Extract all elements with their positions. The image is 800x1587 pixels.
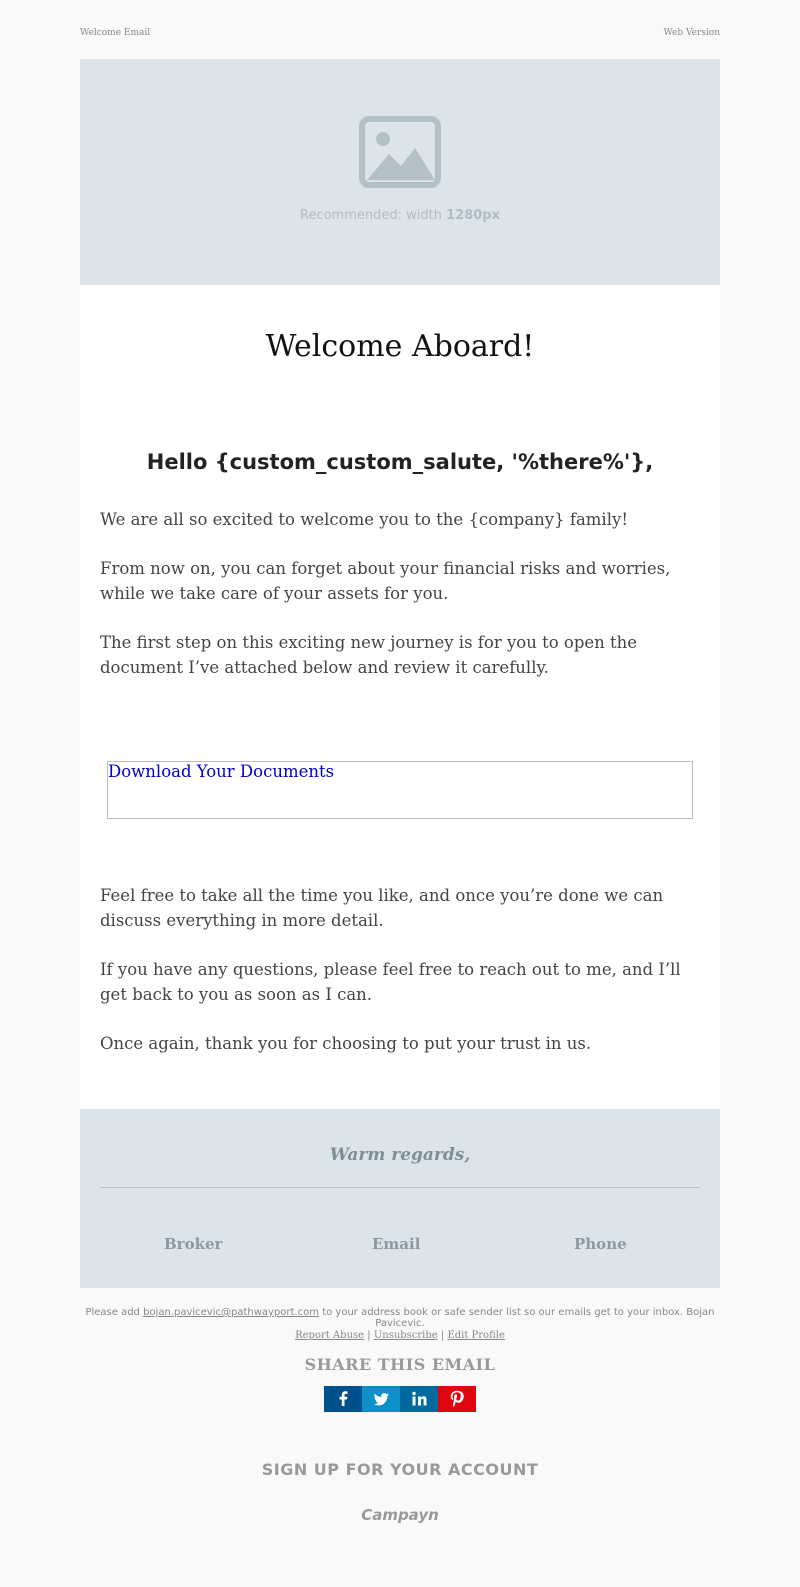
hero-caption [80,208,720,223]
preheader-label: Welcome Email [80,28,151,38]
body-paragraph: We are all so excited to welcome you to the {company} family! [100,510,628,529]
campayn-logo[interactable]: Campayn [361,1506,439,1524]
body-paragraph: The first step on this exciting new journey is for you to open the document I’ve attached below and review it carefully. [100,633,638,677]
signature-divider [100,1187,700,1188]
hero-caption-prefix: Recommended: width [300,208,442,223]
footer-note [80,1307,720,1329]
body-paragraph: Feel free to take all the time you like, and once you’re done we can discuss everything in more detail. [100,886,664,930]
twitter-icon [362,1386,400,1412]
sender-email-link[interactable]: bojan.pavicevic@pathwayport.com [143,1307,319,1318]
footer-links [80,1330,720,1341]
page-title: Welcome Aboard! [265,329,535,364]
share-facebook-button[interactable] [324,1386,362,1412]
hero-caption-value: 1280px [446,208,500,223]
contact-email: Email [372,1235,421,1253]
contact-broker: Broker [164,1235,223,1253]
share-linkedin-button[interactable] [400,1386,438,1412]
contact-phone: Phone [574,1235,627,1253]
image-placeholder-icon [359,116,441,188]
download-documents-link[interactable]: Download Your Documents [108,762,335,781]
footer-separator: | [440,1330,445,1341]
download-documents-box [107,761,693,819]
body-paragraph: If you have any questions, please feel free to reach out to me, and I’ll get back to you as soon as I can. [100,960,681,1004]
footer-separator: | [367,1330,371,1341]
edit-profile-link[interactable]: Edit Profile [447,1330,505,1341]
signup-link[interactable]: SIGN UP FOR YOUR ACCOUNT [261,1460,539,1479]
regards-text: Warm regards, [329,1145,471,1165]
salutation: Hello {custom_custom_salute, '%there%'}, [146,450,654,474]
signature-block [80,1109,720,1288]
body-paragraph: Once again, thank you for choosing to put your trust in us. [100,1034,592,1053]
email-body [80,285,720,1109]
unsubscribe-link[interactable]: Unsubscribe [373,1330,438,1341]
hero-image-placeholder [80,59,720,285]
share-title: SHARE THIS EMAIL [304,1355,496,1374]
footer-note-suffix: to your address book or safe sender list so our emails get to your inbox. Bojan Pavicevic. [322,1307,715,1329]
report-abuse-link[interactable]: Report Abuse [295,1330,365,1341]
web-version-link[interactable]: Web Version [663,28,720,38]
body-paragraph: From now on, you can forget about your financial risks and worries, while we take care of your assets for you. [100,559,671,603]
facebook-icon [324,1386,362,1412]
preheader-bar [80,28,720,42]
share-pinterest-button[interactable] [438,1386,476,1412]
share-twitter-button[interactable] [362,1386,400,1412]
share-buttons [324,1386,476,1412]
linkedin-icon [400,1386,438,1412]
pinterest-icon [438,1386,476,1412]
footer-note-prefix: Please add [85,1307,140,1318]
